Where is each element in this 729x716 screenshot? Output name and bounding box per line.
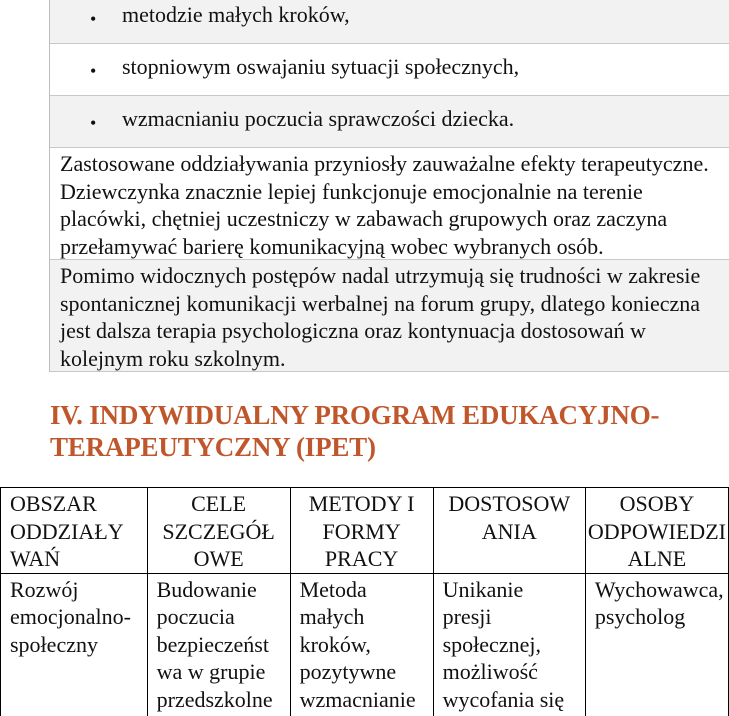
header-methods: METODY I FORMY PRACY (290, 488, 433, 574)
bullet-icon: • (90, 113, 97, 133)
cell-area: Rozwój emocjonalno- społeczny (1, 573, 148, 716)
bullet-icon: • (90, 61, 97, 81)
header-adaptations: DOSTOSOW ANIA (433, 488, 585, 574)
paragraph-line: Dziewczynka znacznie lepiej funkcjonuje emocjonalnie na terenie (60, 178, 643, 204)
header-responsible: OSOBY ODPOWIEDZI ALNE (585, 488, 728, 574)
cell-methods: Metoda małych kroków, pozytywne wzmacnianie (290, 573, 433, 716)
table-row (1, 573, 729, 716)
section-heading (50, 399, 659, 463)
header-goals: CELE SZCZEGÓŁ OWE (147, 488, 290, 574)
cell-goals: Budowanie poczucia bezpieczeńst wa w grupie przedszkolne (147, 573, 290, 716)
heading-line: TERAPEUTYCZNY (IPET) (50, 432, 376, 462)
paragraph-line: placówki, chętniej uczestniczy w zabawach grupowych oraz zaczyna (60, 206, 668, 231)
ipet-table (0, 487, 729, 716)
bullet-icon: • (90, 9, 97, 29)
cell-responsible: Wychowawca, psycholog (585, 573, 728, 716)
header-area: OBSZAR ODDZIAŁY WAŃ (1, 488, 148, 574)
recommendations-table (49, 0, 729, 372)
table-header-row (1, 488, 729, 574)
effects-paragraph (50, 148, 729, 260)
bullet-row (50, 0, 729, 44)
bullet-row (50, 96, 729, 148)
bullet-text: metodzie małych kroków, (122, 2, 350, 27)
cell-adaptations: Unikanie presji społecznej, możliwość wycofania się (433, 573, 585, 716)
bullet-text: wzmacnianiu poczucia sprawczości dziecka. (122, 106, 515, 131)
bullet-row (50, 44, 729, 96)
paragraph-line: Zastosowane oddziaływania przyniosły zauważalne efekty terapeutyczne. (60, 151, 709, 176)
difficulties-paragraph (50, 260, 729, 372)
paragraph-line: przełamywać barierę komunikacyjną wobec wybranych osób. (60, 233, 604, 259)
paragraph-line: Pomimo widocznych postępów nadal utrzymują się trudności w zakresie (60, 263, 701, 288)
bullet-text: stopniowym oswajaniu sytuacji społecznych, (122, 54, 520, 79)
paragraph-line: kolejnym roku szkolnym. (60, 345, 286, 371)
heading-line: IV. INDYWIDUALNY PROGRAM EDUKACYJNO- (50, 400, 660, 430)
paragraph-line: spontanicznej komunikacji werbalnej na forum grupy, dlatego konieczna (60, 290, 701, 316)
paragraph-line: jest dalsza terapia psychologiczna oraz kontynuacja dostosowań w (60, 318, 646, 343)
